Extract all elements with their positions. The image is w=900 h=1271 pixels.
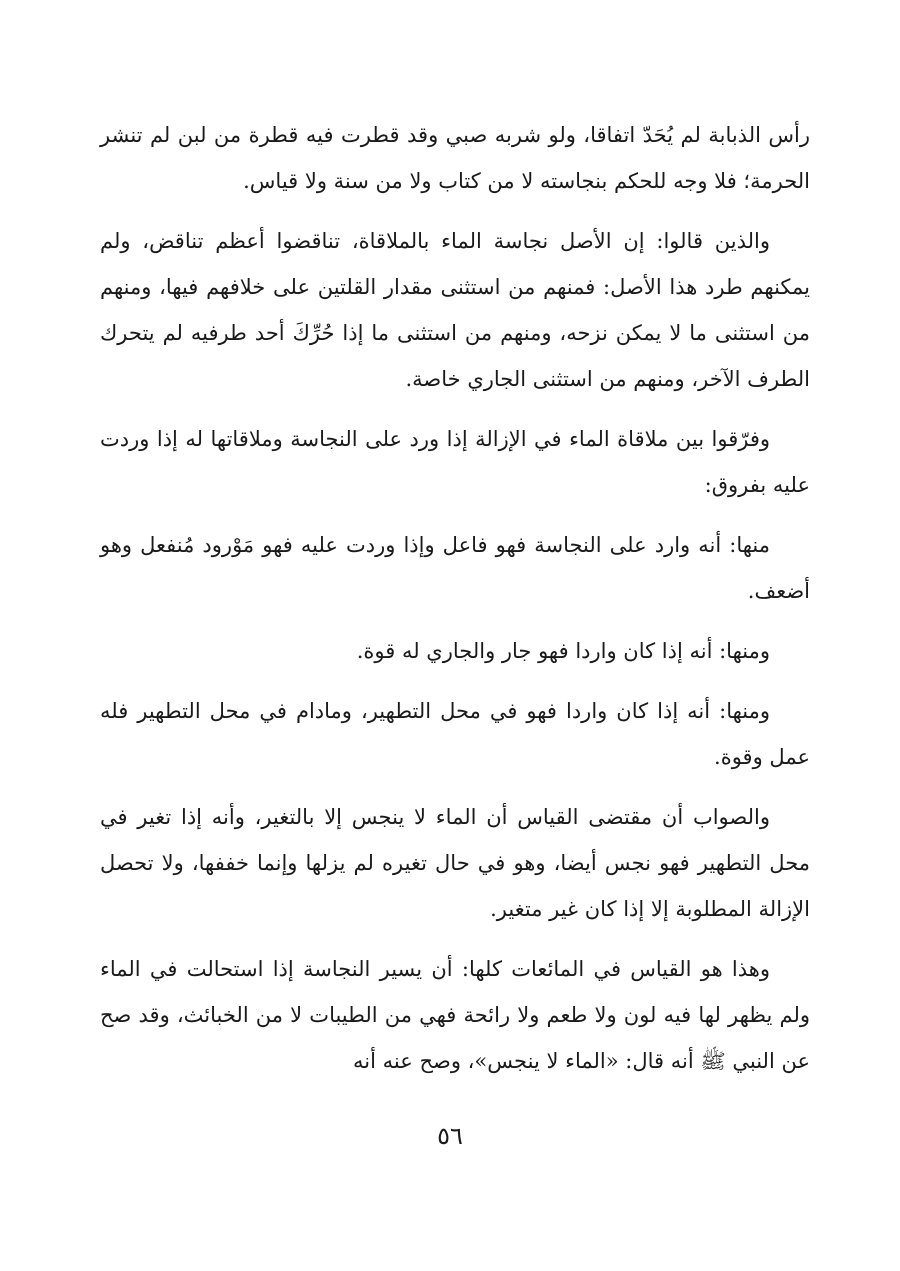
paragraph-8: وهذا هو القياس في المائعات كلها: أن يسير النجاسة إذا استحالت في الماء ولم يظهر لها فيه لون ولا طعم ولا رائحة فهي من الطيبات لا من الخبائث، وقد صح عن النبي ﷺ أنه قال: «الماء لا ينجس»، وصح عنه أنه [100,957,810,1073]
paragraph-5: ومنها: أنه إذا كان واردا فهو جار والجاري له قوة. [356,639,770,663]
paragraph-3: وفرّقوا بين ملاقاة الماء في الإزالة إذا ورد على النجاسة وملاقاتها له إذا وردت عليه بفروق: [100,427,810,497]
page-number: ٥٦ [437,1122,463,1150]
paragraph-4: منها: أنه وارد على النجاسة فهو فاعل وإذا وردت عليه فهو مَوْرود مُنفعل وهو أضعف. [100,533,810,603]
body-text [100,112,810,1098]
paragraph-2: والذين قالوا: إن الأصل نجاسة الماء بالملاقاة، تناقضوا أعظم تناقض، ولم يمكنهم طرد هذا الأصل: فمنهم من استثنى مقدار القلتين على خلافهم فيها، ومنهم من استثنى ما لا يمكن نزحه، ومنهم من استثنى ما إذا حُرِّكَ أحد طرفيه لم يتحرك الطرف الآخر، ومنهم من استثنى الجاري خاصة. [100,229,810,391]
paragraph-7: والصواب أن مقتضى القياس أن الماء لا ينجس إلا بالتغير، وأنه إذا تغير في محل التطهير فهو نجس أيضا، وهو في حال تغيره لم يزلها وإنما خففها، ولا تحصل الإزالة المطلوبة إلا إذا كان غير متغير. [100,805,810,921]
paragraph-6: ومنها: أنه إذا كان واردا فهو في محل التطهير، ومادام في محل التطهير فله عمل وقوة. [100,699,810,769]
paragraph-1: رأس الذبابة لم يُحَدّ اتفاقا، ولو شربه صبي وقد قطرت فيه قطرة من لبن لم تنشر الحرمة؛ فلا وجه للحكم بنجاسته لا من كتاب ولا من سنة ولا قياس. [100,123,810,193]
